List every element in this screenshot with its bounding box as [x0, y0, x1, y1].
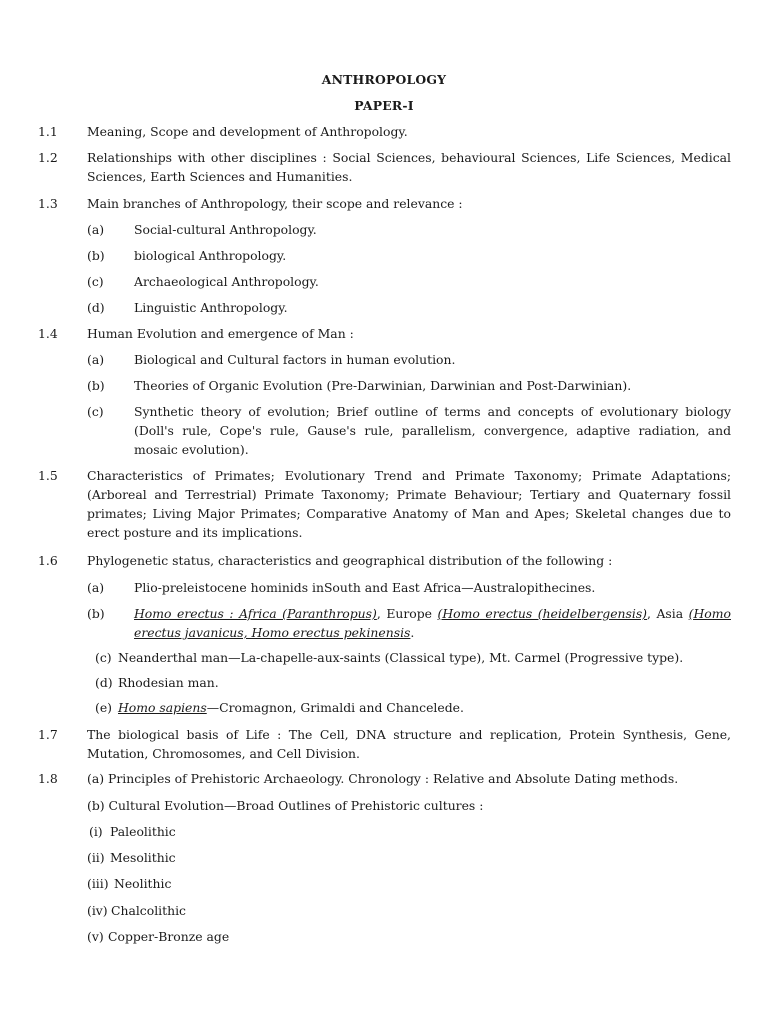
- document-subtitle: PAPER-I: [354, 98, 414, 113]
- list-item: [118, 698, 731, 717]
- section-number: 1.2: [38, 150, 58, 165]
- list-item: Biological and Cultural factors in human evolution.: [134, 352, 456, 367]
- text-run: , Asia: [647, 606, 689, 621]
- species-name: Homo erectus : Africa (Paranthropus): [134, 606, 377, 621]
- list-item: Neanderthal man—La-chapelle-aux-saints (Classical type), Mt. Carmel (Progressive type).: [118, 650, 684, 665]
- species-name: Homo sapiens: [118, 700, 207, 715]
- section-number: 1.3: [38, 196, 58, 211]
- section-number: 1.1: [38, 124, 58, 139]
- item-label: (b): [87, 606, 105, 621]
- item-label: (b): [87, 248, 105, 263]
- list-item: Linguistic Anthropology.: [134, 300, 288, 315]
- list-item: biological Anthropology.: [134, 248, 287, 263]
- list-item: Plio-preleistocene hominids inSouth and East Africa—Australopithecines.: [134, 580, 596, 595]
- list-item: Rhodesian man.: [118, 675, 219, 690]
- item-label: (a): [87, 580, 105, 595]
- list-item: Copper-Bronze age: [108, 929, 230, 944]
- section-text: Relationships with other disciplines : Social Sciences, behavioural Sciences, Life Sciences, Medical Sciences, Earth Sciences and Humanities.: [87, 150, 731, 184]
- item-label: (c): [87, 274, 104, 289]
- section-number: 1.7: [38, 727, 58, 742]
- section-text: Characteristics of Primates; Evolutionary Trend and Primate Taxonomy; Primate Adaptations; (Arboreal and Terrestrial) Primate Taxonomy; Primate Behaviour; Tertiary and Quaternary fossil primates; Living Major Primates; Comparative Anatomy of Man and Apes; Skeletal changes due to erect posture and its implications.: [87, 468, 731, 540]
- item-label: (ii): [87, 850, 105, 865]
- list-item: Neolithic: [114, 876, 172, 891]
- item-label: (i): [89, 824, 103, 839]
- list-item: Theories of Organic Evolution (Pre-Darwinian, Darwinian and Post-Darwinian).: [134, 378, 632, 393]
- item-label: (d): [87, 300, 105, 315]
- item-label: (c): [87, 404, 104, 419]
- list-item: Chalcolithic: [111, 903, 186, 918]
- text-run: .: [410, 625, 415, 640]
- section-text: (b) Cultural Evolution—Broad Outlines of Prehistoric cultures :: [87, 798, 484, 813]
- section-text: Meaning, Scope and development of Anthropology.: [87, 124, 408, 139]
- list-item: Paleolithic: [110, 824, 176, 839]
- item-label: (a): [87, 352, 105, 367]
- section-number: 1.8: [38, 771, 58, 786]
- item-label: (iii): [87, 876, 109, 891]
- list-item: Mesolithic: [110, 850, 176, 865]
- section-text: Phylogenetic status, characteristics and geographical distribution of the following :: [87, 553, 613, 568]
- list-item: Social-cultural Anthropology.: [134, 222, 317, 237]
- item-label: (e): [95, 700, 113, 715]
- item-label: (v): [87, 929, 104, 944]
- item-label: (a): [87, 222, 105, 237]
- list-item: Archaeological Anthropology.: [134, 274, 319, 289]
- list-item: [134, 604, 731, 642]
- species-name: (Homo erectus (heidelbergensis): [437, 606, 648, 621]
- item-label: (b): [87, 378, 105, 393]
- section-text: (a) Principles of Prehistoric Archaeology. Chronology : Relative and Absolute Dating methods.: [87, 771, 679, 786]
- section-number: 1.4: [38, 326, 58, 341]
- document-title: ANTHROPOLOGY: [321, 72, 447, 87]
- section-text: Main branches of Anthropology, their scope and relevance :: [87, 196, 463, 211]
- list-item: Synthetic theory of evolution; Brief outline of terms and concepts of evolutionary biology (Doll's rule, Cope's rule, Gause's rule, parallelism, convergence, adaptive radiation, and mosaic evolution).: [134, 404, 731, 457]
- section-text: Human Evolution and emergence of Man :: [87, 326, 354, 341]
- section-number: 1.5: [38, 468, 58, 483]
- section-text: The biological basis of Life : The Cell, DNA structure and replication, Protein Synthesis, Gene, Mutation, Chromosomes, and Cell Division.: [87, 727, 731, 761]
- section-number: 1.6: [38, 553, 58, 568]
- text-run: —Cromagnon, Grimaldi and Chancelede.: [206, 700, 464, 715]
- item-label: (d): [95, 675, 113, 690]
- item-label: (iv): [87, 903, 108, 918]
- item-label: (c): [95, 650, 112, 665]
- text-run: , Europe: [376, 606, 438, 621]
- species-name: (Homo erectus javanicus, Homo erectus pekinensis: [134, 606, 731, 640]
